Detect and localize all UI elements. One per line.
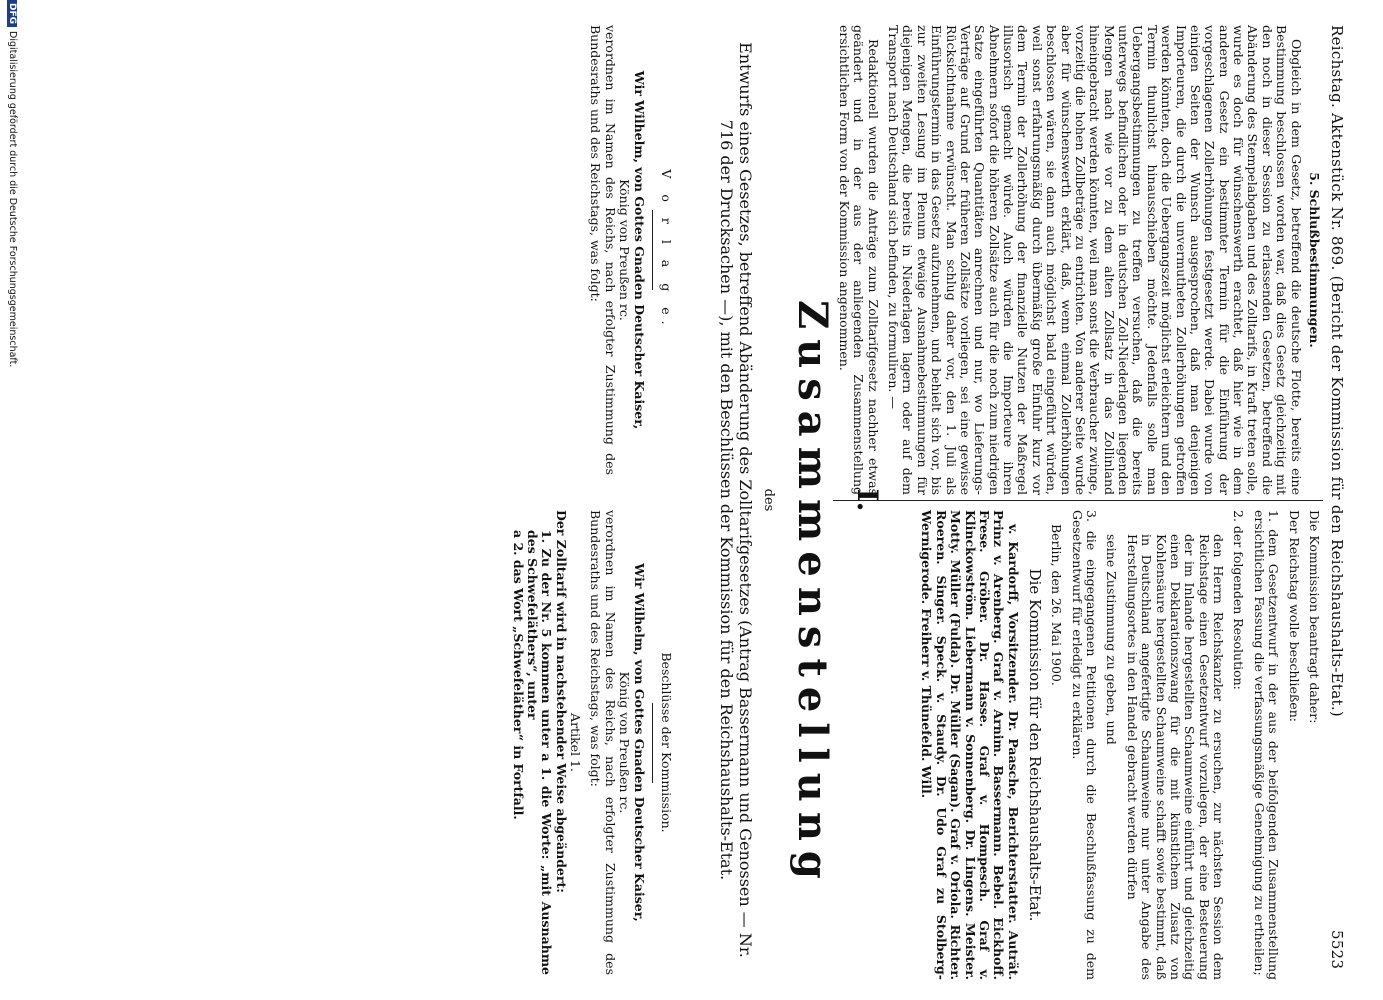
digitization-footer bbox=[6, 0, 17, 367]
footer-text: Digitalisierung gefördert durch die Deutsche Forschungsgemeinschaft. bbox=[7, 31, 18, 368]
section-number: I. bbox=[851, 488, 884, 512]
intro-line-2: Der Reichstag wolle beschließen: bbox=[1286, 510, 1302, 722]
preamble-line-1: Wir Wilhelm, von Gottes Gnaden Deutscher Kaiser, bbox=[631, 70, 647, 430]
column-left-bottom bbox=[588, 25, 673, 475]
section-heading-schlussbestimmungen: 5. Schlußbestimmungen. bbox=[1307, 172, 1322, 348]
paragraph: Redaktionell wurden die Anträge zum Zolltarifgesetz nachher etwas geändert und in der aus der anliegenden Zusammenstellung ersichtlichen Form von der Kommission angenommen. bbox=[837, 25, 881, 495]
change-1: 1. Zu der Nr. 5 kommen unter a 1. die Worte: „mit Ausnahme des Schwefeläthers“, unter bbox=[525, 530, 555, 975]
preamble-text: verordnen im Namen des Reichs, nach erfolgter Zustimmung des Bundesraths und des Reichstags, was folgt: bbox=[588, 25, 618, 475]
section-des: des bbox=[761, 488, 776, 512]
intro-line: Die Kommission beantragt daher: bbox=[1307, 510, 1322, 724]
commission-title: Die Kommission für den Reichshaushalts-Etat. bbox=[1026, 568, 1044, 922]
item-2-close: seine Zustimmung zu geben, und bbox=[1104, 534, 1120, 745]
article-heading: Artikel 1. bbox=[568, 713, 584, 772]
section-title: Zusammenstellung bbox=[789, 300, 836, 889]
paragraph: Obgleich in dem Gesetz, betreffend die deutsche Flotte, bereits eine Bestimmung beschlossen worden war, daß dies Gesetz gleichzeitig mit den noch in dieser Session zu erlassenden Gesetzen, betreffend die Abänderung des Stempelabgaben und des Zolltarifs, in Kraft treten solle, wurde es doch für wünschenswerth erachtet, daß hier wie in dem anderen Gesetz ein bestimmter Termin für die Einführung der vorgeschlagenen Zollerhöhungen festgesetzt werde. Dabei wurde von einigen Seiten der Wunsch ausgesprochen, daß man denjenigen Importeuren, die durch die unvermutheten Zollerhöhungen getroffen werden könnten, doch die Uebergangszeit möglichst erleichtern und den Termin thunlichst hinausschieben möchte. Jedenfalls solle man Uebergangsbestimmungen zu treffen versuchen, daß die bereits unterwegs befindlichen oder in deutschen Zoll-Niederlagen liegenden Mengen nach wie vor zu dem alten Zollsatz in das Zollinland hineingebracht werden könnten, weil man sonst die Verbraucher zwinge, vorzeitig die hohen Zollbeträge zu entrichten. Von anderer Seite wurde aber für wünschenswerth erklärt, daß, wenn einmal Zollerhöhungen beschlossen wären, sie dann auch möglichst bald eingeführt würden, weil sonst erfahrungsmäßig durch übermäßig große Einfuhr kurz vor dem Termin der Zollerhöhung der finanzielle Nutzen der Maßregel illusorisch gemacht würde. Auch würden die Importeure ihren Abnehmern sofort die höheren Zollsätze auch für die noch zum niedrigen Satze eingeführten Quantitäten anrechnen und nur, wo Lieferungs-Verträge auf Grund der früheren Zollsätze vorliegen, sei eine gewisse Rücksichtnahme erwünscht. Man schlug daher vor, den 1. Juli als Einführungstermin in das Gesetz aufzunehmen, und behielt sich vor, bis zur zweiten Lesung im Plenum etwaige Ausnahmebestimmungen für diejenigen Mengen, die bereits in Niederlagen lagern oder auf dem Transport nach Deutschland sich befinden, zu formuliren. — bbox=[886, 25, 1304, 495]
dfg-logo: DFG bbox=[7, 0, 17, 27]
commission-members: v. Kardorff, Vorsitzender. Dr. Paasche, Berichterstatter. Auträt. Prinz v. Arenberg. Graf v. Arnim. Bassermann. Bebel. Eickhoff. Frese. Gröber. Dr. Hasse. Graf v. Hompesch. Graf v. Klinckowström. Liebermann v. Sonnenberg. Dr. Lingens. Meister. Motty. Müller (Fulda). Dr. Müller (Sagan). Graf v. Oriola. Richter. Roeren. Singer. Speck. v. Staudy. Dr. Udo Graf zu Stolberg-Wernigerode. Freiherr v. Thünefeld. Will. bbox=[919, 510, 1021, 980]
item-1: 1. dem Gesetzentwurf in der aus der beifolgenden Zusammenstellung ersichtlichen Fassung die verfassungsmäßige Genehmigung zu ertheilen; bbox=[1251, 510, 1282, 980]
column-right-bottom bbox=[510, 510, 673, 975]
section-subtitle: Entwurfs eines Gesetzes, betreffend Abänderung des Zolltarifgesetzes (Antrag Bassermann und Genossen — Nr. 716 der Drucksachen —), mit den Beschlüssen der Kommission für den Reichshaushalts-Etat. bbox=[716, 42, 755, 958]
column-label-beschluesse: Beschlüsse der Kommission. bbox=[659, 652, 674, 833]
resolution-text: den Herrn Reichskanzler zu ersuchen, zur nächsten Session dem Reichstage einen Gesetzentwurf vorzulegen, der eine Besteuerung der im Inlande hergestellten Schaumweine einführt und gleichzeitig einen Deklarationszwang für die mit künstlichem Zusatz von Kohlensäure hergestellten Schaumweine schafft sowie bestimmt, daß in Deutschland angefertigte Schaumweine nur unter Angabe des Herstellungsortes in den Handel gebracht werden dürfen bbox=[1124, 534, 1227, 980]
preamble-line-2: König von Preußen rc. bbox=[617, 179, 633, 321]
column-divider bbox=[833, 500, 1323, 501]
item-3: 3. die eingegangenen Petitionen durch die Beschlußfassung zu dem Gesetzentwurf für erledigt zu erklären. bbox=[1069, 510, 1100, 980]
page-number: 5523 bbox=[1328, 930, 1346, 970]
preamble-line-1: Wir Wilhelm, von Gottes Gnaden Deutscher Kaiser, bbox=[631, 563, 647, 922]
column-label-vorlage: V o r l a g e. bbox=[659, 169, 674, 331]
column-right-top bbox=[821, 510, 1321, 980]
item-2: 2. der folgenden Resolution: bbox=[1231, 510, 1247, 690]
short-rule bbox=[652, 210, 653, 290]
short-rule bbox=[652, 703, 653, 783]
running-header: Reichstag. Aktenstück Nr. 869. (Bericht der Kommission für den Reichshaushalts-Etat.) bbox=[1328, 25, 1346, 718]
preamble-line-2: König von Preußen rc. bbox=[617, 671, 633, 814]
preamble-text: verordnen im Namen des Reichs, nach erfolgter Zustimmung des Bundesraths und des Reichstags, was folgt: bbox=[588, 510, 618, 975]
change-2: a 2. das Wort „Schwefeläther“ in Fortfall. bbox=[510, 530, 526, 820]
article-text: Der Zolltarif wird in nachstehender Weise abgeändert: bbox=[553, 510, 569, 893]
date-line: Berlin, den 26. Mai 1900. bbox=[1049, 524, 1065, 686]
column-left-top bbox=[837, 25, 1322, 495]
